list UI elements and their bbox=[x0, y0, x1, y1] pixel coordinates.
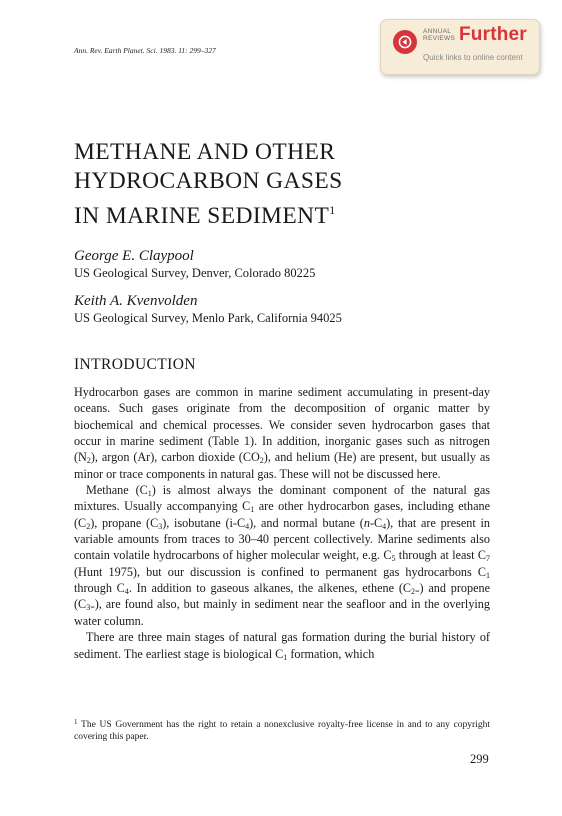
body-paragraph: There are three main stages of natural gas formation during the burial history of sediment. The earliest stage is biological $C_1$ formation, which bbox=[74, 630, 490, 662]
journal-citation: Ann. Rev. Earth Planet. Sci. 1983. 11: 299–327 bbox=[74, 46, 216, 55]
author-affiliation: US Geological Survey, Denver, Colorado 80225 bbox=[74, 266, 316, 280]
further-badge[interactable] bbox=[380, 19, 540, 75]
author-affiliation: US Geological Survey, Menlo Park, California 94025 bbox=[74, 311, 342, 325]
title-line-1: METHANE AND OTHER bbox=[74, 139, 336, 165]
footnote-marker: 1 bbox=[74, 718, 78, 726]
title-line-2: HYDROCARBON GASES bbox=[74, 168, 343, 194]
title-footnote-marker[interactable]: 1 bbox=[329, 203, 336, 217]
play-arrow-icon bbox=[393, 30, 417, 54]
body-paragraph: Hydrocarbon gases are common in marine sediment accumulating in present-day oceans. Such gases originate from the decomposition of organic matter by biochemical and chemical processes. We consider seven hydrocarbon gases that occur in marine sediment (Table 1). In addition, inorganic gases such as nitrogen $(N_2)$, argon (Ar), carbon dioxide $(CO_2)$, and helium (He) are present, but usually as minor or trace components in natural gas. These will not be discussed here. bbox=[74, 385, 490, 481]
section-heading: INTRODUCTION bbox=[74, 356, 196, 373]
title-line-3: IN MARINE SEDIMENT bbox=[74, 203, 330, 229]
footnote bbox=[74, 716, 490, 744]
author-name: George E. Claypool bbox=[74, 248, 194, 264]
page-number: 299 bbox=[470, 752, 489, 766]
body-paragraph: Methane $(C_1)$ is almost always the dominant component of the natural gas mixtures. Usually accompanying $C_1$ are other hydrocarbon gases, including ethane $(C_2)$, propane $(C_3)$, isobutane $(i-C_4)$, and normal butane $(n-C_4)$, that are present in variable amounts from traces to 30–40 percent collectively. Marine sediments also contain volatile hydrocarbons of higher molecular weight, e.g. $C_5$ through at least $C_7$ (Hunt 1975), but our discussion is confined to permanent gas hydrocarbons $C_1$ through $C_4$. In addition to gaseous alkanes, the alkenes, ethene $(C_{2=})$ and propene $(C_{3=})$, are found also, but mainly in sediment near the seafloor and in the overlying water column. bbox=[74, 483, 491, 628]
badge-subtitle: Quick links to online content bbox=[423, 53, 523, 62]
badge-line-annual: ANNUAL bbox=[423, 28, 452, 35]
badge-brand: Further bbox=[459, 24, 527, 45]
article-body bbox=[74, 384, 490, 662]
footnote-text: The US Government has the right to retain a nonexclusive royalty-free license in and to any copyright covering this paper. bbox=[74, 720, 490, 743]
article-title bbox=[74, 138, 343, 231]
author-name: Keith A. Kvenvolden bbox=[74, 293, 198, 309]
badge-publisher bbox=[423, 28, 455, 42]
badge-line-reviews: REVIEWS bbox=[423, 35, 456, 42]
